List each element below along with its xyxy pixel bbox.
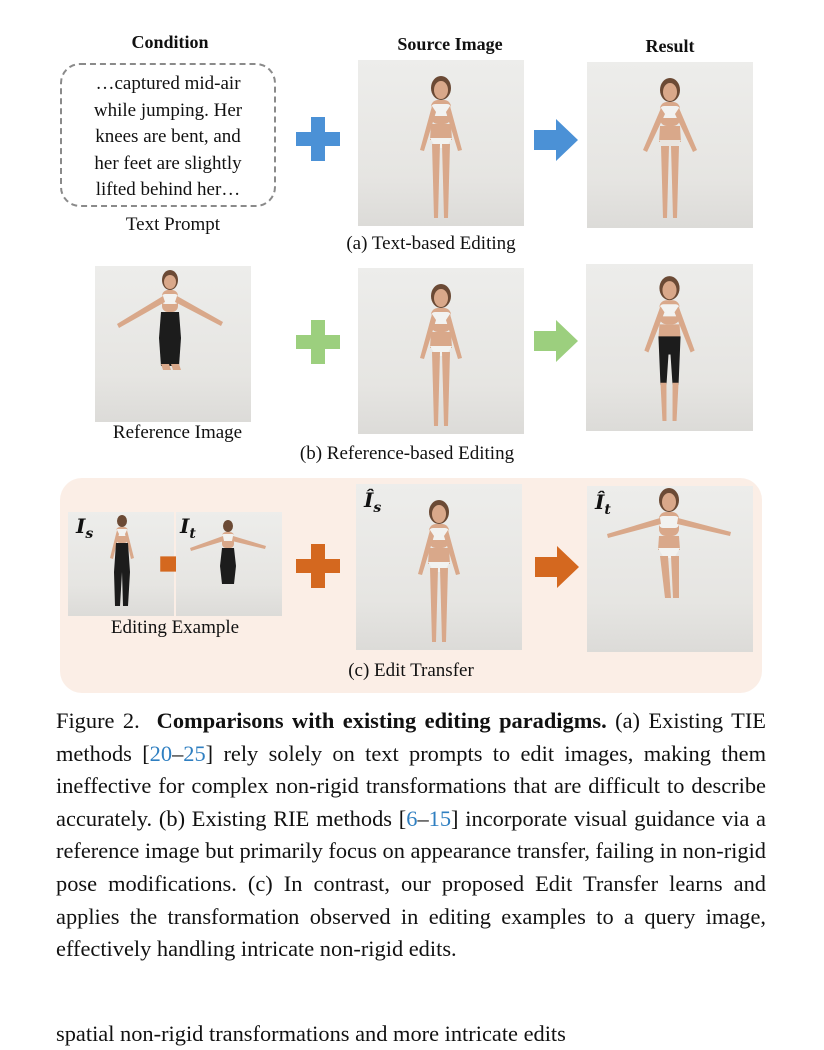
result-image-a: [587, 62, 753, 228]
header-condition: Condition: [131, 32, 209, 52]
label-I-s-base: I: [76, 514, 86, 538]
label-I-s-hat: [364, 488, 381, 516]
standing-woman-figure: [358, 60, 524, 226]
caption-text-1: (a) Existing TIE methods [: [56, 708, 766, 766]
result-image-b: [586, 264, 753, 431]
plus-icon-green: [296, 320, 340, 364]
text-prompt-box: [60, 63, 276, 207]
editing-example-label: Editing Example: [110, 617, 240, 638]
caption-edit-transfer: (c) Edit Transfer: [348, 660, 474, 681]
source-image-b: [358, 268, 524, 434]
label-I-t-base: I: [180, 514, 190, 538]
label-I-t-hat-subscript: t: [604, 502, 611, 518]
label-I-s: [76, 514, 93, 542]
arrow-right-icon-orange: [535, 546, 579, 588]
jumping-woman-figure: [95, 266, 251, 422]
prompt-line: her feet are slightly: [94, 152, 242, 174]
standing-woman-black-leggings-figure: [586, 264, 753, 431]
citation-link[interactable]: 15: [428, 805, 452, 831]
label-I-s-hat-base: Î: [364, 488, 374, 512]
label-I-t: [180, 514, 196, 542]
output-image: [587, 486, 753, 652]
label-I-t-hat-base: Î: [595, 490, 605, 514]
header-source-image: Source Image: [397, 34, 503, 54]
caption-text-2: ] rely solely on text prompts to edit images, making them ineffective for complex non-rigid transformations that are difficult to describe accurately. (b) Existing RIE methods [: [56, 740, 766, 831]
source-image-a: [358, 60, 524, 226]
prompt-line: …captured mid-air: [95, 73, 241, 94]
label-I-t-hat: [595, 490, 611, 518]
citation-link[interactable]: 6: [406, 805, 418, 831]
jumping-woman-figure: [587, 486, 753, 652]
citation-link[interactable]: 25: [183, 740, 206, 766]
text-prompt-content: [62, 71, 274, 204]
text-prompt-label: Text Prompt: [125, 214, 221, 235]
next-line-text: spatial non-rigid transformations and more intricate edits: [56, 1021, 566, 1046]
label-I-s-subscript: s: [85, 526, 94, 542]
label-I-s-hat-subscript: s: [373, 500, 382, 516]
citation-dash: –: [172, 740, 184, 766]
arrow-right-icon-green: [534, 320, 578, 362]
standing-woman-figure: [587, 62, 753, 228]
caption-reference-based-editing: (b) Reference-based Editing: [299, 443, 515, 464]
figure-number: Figure 2.: [56, 708, 140, 733]
caption-text-based-editing: (a) Text-based Editing: [346, 233, 516, 254]
label-I-t-subscript: t: [189, 526, 196, 542]
citation-dash: –: [417, 805, 429, 831]
figure-caption: [56, 705, 766, 966]
next-paragraph-fragment: [56, 1016, 776, 1046]
citation-link[interactable]: 20: [149, 740, 173, 766]
reference-image-label: Reference Image: [112, 422, 243, 443]
caption-paragraph: [56, 705, 766, 966]
arrow-right-icon-blue: [534, 119, 578, 161]
caption-title: Comparisons with existing editing paradigms.: [156, 708, 607, 733]
prompt-line: lifted behind her…: [95, 179, 241, 200]
plus-icon-orange: [296, 544, 340, 588]
standing-woman-figure: [358, 268, 524, 434]
prompt-line: knees are bent, and: [95, 126, 241, 147]
reference-image: [95, 266, 251, 422]
prompt-line: while jumping. Her: [93, 99, 243, 121]
plus-icon-blue: [296, 117, 340, 161]
caption-text-3: ] incorporate visual guidance via a reference image but primarily focus on appearance transfer, failing in non-rigid pose modifications. (c) In contrast, our proposed Edit Transfer learns and applies the transformation observed in editing examples to a query image, effectively handling intricate non-rigid edits.: [56, 805, 766, 962]
header-result: Result: [645, 36, 695, 56]
